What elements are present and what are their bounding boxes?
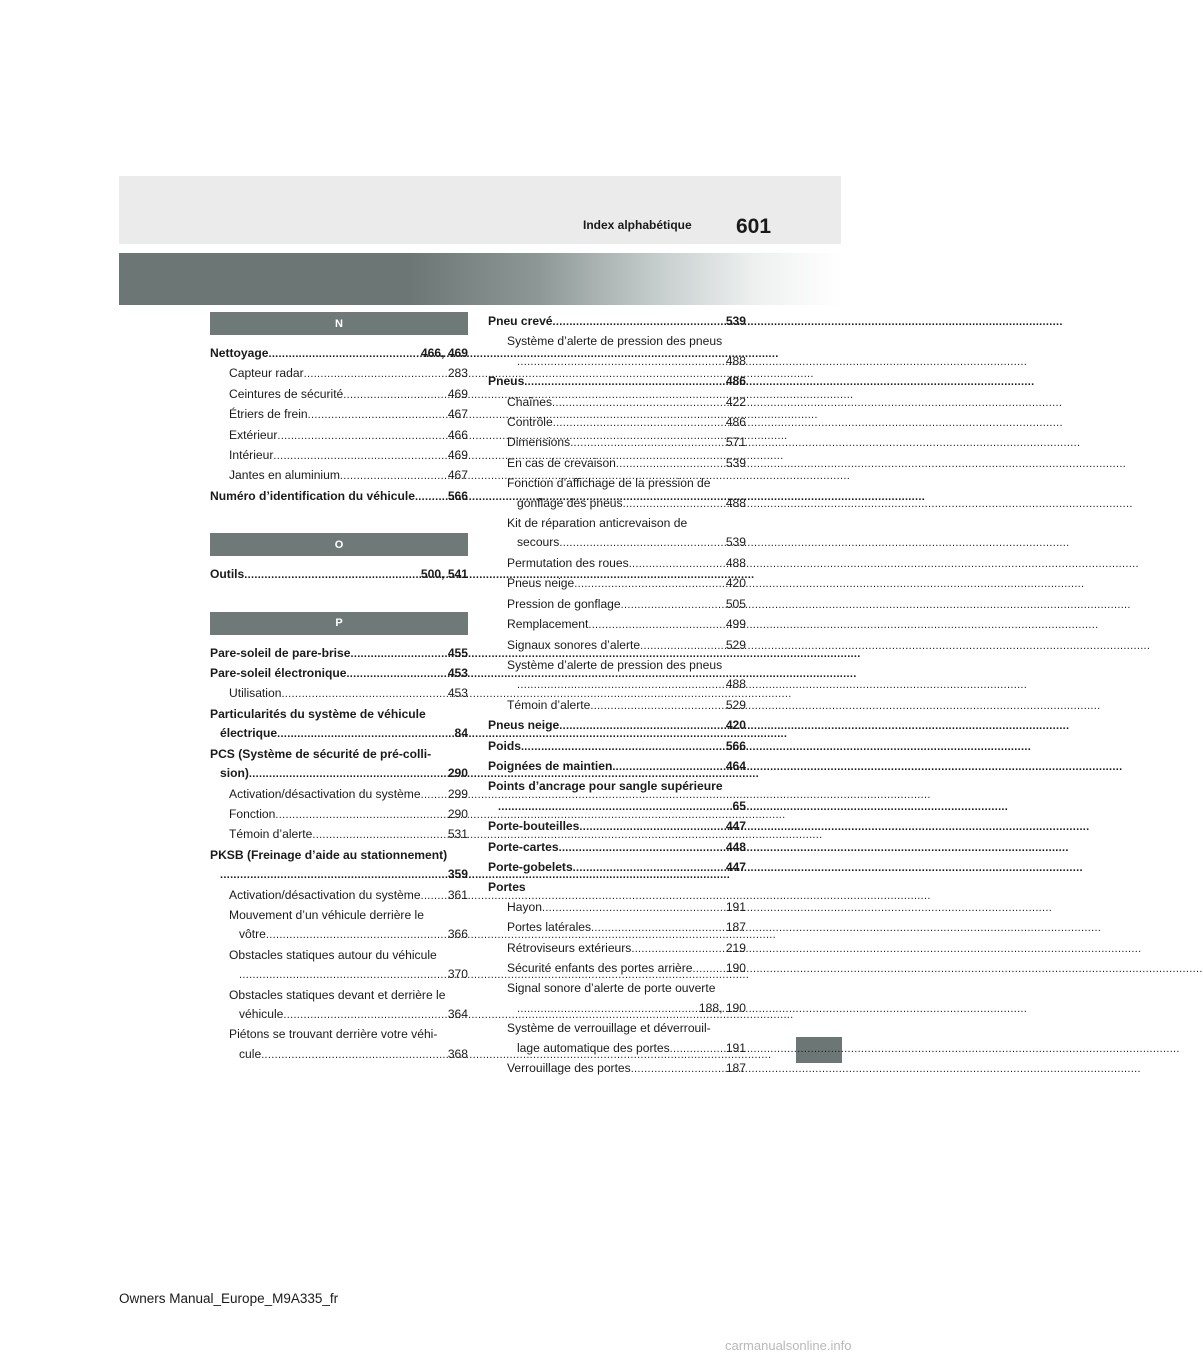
index-entry[interactable] bbox=[488, 737, 746, 757]
index-subentry[interactable] bbox=[488, 1039, 746, 1059]
index-subentry[interactable] bbox=[488, 332, 746, 351]
index-entry-text: Pneu crevé bbox=[488, 314, 553, 328]
index-entry-text: Porte-cartes bbox=[488, 839, 559, 854]
index-entry-text: Activation/désactivation du système bbox=[229, 786, 421, 801]
index-page-ref: 571 bbox=[725, 435, 746, 450]
index-subentry[interactable] bbox=[488, 352, 746, 372]
index-entry[interactable] bbox=[488, 858, 746, 878]
dot-leader bbox=[498, 798, 733, 817]
index-entry[interactable] bbox=[488, 716, 746, 736]
dot-leader bbox=[559, 534, 725, 553]
index-subentry[interactable] bbox=[210, 466, 468, 486]
index-page-ref: 190 bbox=[725, 961, 746, 975]
index-subentry[interactable] bbox=[210, 1045, 468, 1065]
header-band bbox=[119, 176, 841, 244]
index-page-ref: 500, 541 bbox=[420, 567, 468, 582]
dot-leader bbox=[340, 467, 448, 486]
index-subentry[interactable] bbox=[488, 574, 746, 594]
index-subentry[interactable] bbox=[210, 364, 468, 384]
index-page-ref: 187 bbox=[725, 1061, 746, 1076]
dot-leader bbox=[552, 394, 726, 413]
index-subentry[interactable] bbox=[488, 474, 746, 493]
dot-leader bbox=[521, 738, 726, 757]
index-subentry[interactable] bbox=[488, 1019, 746, 1038]
dot-leader bbox=[312, 826, 447, 845]
index-subentry[interactable] bbox=[488, 636, 746, 656]
index-subentry[interactable] bbox=[488, 1059, 746, 1079]
dot-leader bbox=[612, 758, 725, 777]
index-entry[interactable] bbox=[210, 846, 468, 865]
index-entry-text: Obstacles statiques autour du véhicule bbox=[229, 947, 437, 962]
index-entry-text: Fonction d’affichage de la pression de bbox=[507, 476, 711, 491]
dot-leader bbox=[579, 818, 725, 837]
index-subentry[interactable] bbox=[488, 554, 746, 574]
index-subentry[interactable] bbox=[210, 1005, 468, 1025]
dot-leader bbox=[343, 386, 448, 405]
index-page-ref: 566 bbox=[725, 738, 746, 753]
index-page-ref: 219 bbox=[725, 940, 746, 955]
index-entry-text: véhicule bbox=[239, 1006, 284, 1021]
index-entry[interactable] bbox=[488, 757, 746, 777]
index-page-ref: 447 bbox=[725, 859, 746, 874]
index-entry-text: Porte-gobelets bbox=[488, 859, 573, 874]
index-entry-text: électrique bbox=[220, 726, 278, 741]
index-entry[interactable] bbox=[488, 312, 746, 332]
index-subentry[interactable] bbox=[488, 898, 746, 918]
index-entry-text: Hayon bbox=[507, 899, 542, 914]
dot-leader bbox=[631, 940, 725, 959]
index-page-ref: 187 bbox=[725, 920, 746, 935]
index-entry-text: Numéro d’identification du véhicule bbox=[210, 488, 415, 503]
index-subentry[interactable] bbox=[488, 595, 746, 615]
index-subentry[interactable] bbox=[210, 1025, 468, 1044]
dot-leader bbox=[273, 447, 447, 466]
index-page-ref: 191 bbox=[725, 899, 746, 914]
index-entry-text: Pneus neige bbox=[507, 576, 575, 591]
index-entry-text: Capteur radar bbox=[229, 366, 304, 381]
index-page-ref: 466, 469 bbox=[420, 346, 468, 360]
index-column-left bbox=[210, 312, 468, 1065]
index-column-right bbox=[488, 312, 746, 1079]
index-entry-text: secours bbox=[517, 535, 560, 550]
index-page-ref: 539 bbox=[725, 455, 746, 470]
page-number: 601 bbox=[736, 215, 772, 238]
index-entry-text: Pare-soleil de pare-brise bbox=[210, 645, 351, 660]
index-entry[interactable] bbox=[488, 372, 746, 392]
dot-leader bbox=[517, 676, 726, 695]
index-subentry[interactable] bbox=[488, 615, 746, 635]
dot-leader bbox=[421, 786, 448, 805]
dot-leader bbox=[249, 765, 448, 784]
index-entry[interactable] bbox=[210, 724, 468, 744]
index-subentry[interactable] bbox=[488, 675, 746, 695]
index-page-ref: 188, 190 bbox=[698, 1000, 746, 1015]
index-letter-header: P bbox=[210, 612, 468, 635]
index-page-ref: 283 bbox=[447, 366, 468, 381]
index-page-ref: 499 bbox=[725, 617, 746, 632]
index-subentry[interactable] bbox=[210, 965, 468, 985]
dot-leader bbox=[629, 555, 726, 574]
index-subentry[interactable] bbox=[210, 426, 468, 446]
index-entry[interactable] bbox=[488, 838, 746, 858]
dot-leader bbox=[517, 1000, 699, 1019]
index-page-ref: 505 bbox=[725, 596, 746, 611]
dot-leader bbox=[670, 1040, 726, 1059]
index-subentry[interactable] bbox=[488, 656, 746, 675]
index-page-ref: 420 bbox=[725, 718, 746, 733]
index-entry-text: Utilisation bbox=[229, 686, 282, 701]
index-entry-text: Piétons se trouvant derrière votre véhi- bbox=[229, 1027, 438, 1042]
index-entry-text: Système d’alerte de pression des pneus bbox=[507, 334, 723, 349]
index-entry-text: Pneus bbox=[488, 374, 525, 389]
index-page-ref: 488 bbox=[725, 353, 746, 368]
index-entry-text: Portes bbox=[488, 880, 526, 895]
dot-leader bbox=[261, 1046, 448, 1065]
dot-leader bbox=[621, 596, 726, 615]
index-entry[interactable] bbox=[210, 644, 468, 664]
index-subentry[interactable] bbox=[488, 918, 746, 938]
index-page-ref: 488 bbox=[725, 555, 746, 570]
index-subentry[interactable] bbox=[210, 906, 468, 925]
index-subentry[interactable] bbox=[210, 785, 468, 805]
index-page-ref: 539 bbox=[725, 535, 746, 550]
index-entry-text: Portes latérales bbox=[507, 920, 592, 935]
index-entry-text: Fonction bbox=[229, 806, 276, 821]
index-page-ref: 488 bbox=[725, 495, 746, 510]
index-entry-text: Jantes en aluminium bbox=[229, 468, 340, 483]
dot-leader bbox=[283, 1006, 447, 1025]
index-subentry[interactable] bbox=[210, 886, 468, 906]
index-entry-text: Pare-soleil électronique bbox=[210, 666, 347, 681]
index-entry-text: Contrôle bbox=[507, 415, 553, 430]
index-subentry[interactable] bbox=[210, 405, 468, 425]
index-page-ref: 566 bbox=[447, 488, 468, 503]
index-page-ref: 422 bbox=[725, 394, 746, 409]
index-entry[interactable] bbox=[488, 777, 746, 796]
dot-leader bbox=[244, 566, 421, 585]
index-entry-text: vôtre bbox=[239, 927, 266, 942]
index-entry-text: Rétroviseurs extérieurs bbox=[507, 940, 632, 955]
index-subentry[interactable] bbox=[488, 393, 746, 413]
index-subentry[interactable] bbox=[210, 385, 468, 405]
index-entry-text: PKSB (Freinage d’aide au stationnement) bbox=[210, 847, 448, 862]
dot-leader bbox=[266, 926, 448, 945]
index-page-ref: 191 bbox=[725, 1040, 746, 1055]
index-entry[interactable] bbox=[210, 764, 468, 784]
index-page-ref: 467 bbox=[447, 468, 468, 483]
index-entry-text: Particularités du système de véhicule bbox=[210, 706, 426, 721]
index-entry-text: Chaînes bbox=[507, 394, 553, 409]
index-entry-text: Porte-bouteilles bbox=[488, 819, 580, 834]
index-entry[interactable] bbox=[488, 817, 746, 837]
manual-id: Owners Manual_Europe_M9A335_fr bbox=[119, 1291, 339, 1306]
index-subentry[interactable] bbox=[488, 979, 746, 998]
index-entry-text: Pression de gonflage bbox=[507, 596, 621, 611]
index-entry-text: Mouvement d’un véhicule derrière le bbox=[229, 907, 424, 922]
dot-leader bbox=[277, 427, 447, 446]
index-page-ref: 447 bbox=[725, 819, 746, 834]
dot-leader bbox=[542, 899, 726, 918]
index-letter-header: O bbox=[210, 533, 468, 556]
index-entry-text: Extérieur bbox=[229, 427, 278, 442]
dot-leader bbox=[570, 434, 726, 453]
index-subentry[interactable] bbox=[210, 805, 468, 825]
index-entry-text: Obstacles statiques devant et derrière le bbox=[229, 987, 446, 1002]
index-page-ref: 364 bbox=[447, 1006, 468, 1021]
index-subentry[interactable] bbox=[210, 986, 468, 1005]
index-entry-text: Outils bbox=[210, 567, 245, 582]
index-subentry[interactable] bbox=[488, 514, 746, 533]
index-entry-text: Poignées de maintien bbox=[488, 758, 613, 773]
index-subentry[interactable] bbox=[488, 959, 746, 979]
index-entry-text: Système de verrouillage et déverrouil- bbox=[507, 1021, 711, 1036]
section-spacer bbox=[210, 586, 468, 612]
index-entry[interactable] bbox=[210, 745, 468, 764]
index-entry-text: Poids bbox=[488, 738, 521, 753]
index-subentry[interactable] bbox=[210, 684, 468, 704]
dot-leader bbox=[277, 725, 454, 744]
index-page-ref: 361 bbox=[447, 887, 468, 902]
index-entry-text: Système d’alerte de pression des pneus bbox=[507, 657, 723, 672]
index-page-ref: 299 bbox=[447, 786, 468, 801]
index-entry[interactable] bbox=[488, 878, 746, 897]
dot-leader bbox=[346, 665, 447, 684]
index-entry[interactable] bbox=[210, 705, 468, 724]
dot-leader bbox=[220, 866, 448, 885]
index-entry-text: Kit de réparation anticrevaison de bbox=[507, 516, 688, 531]
index-entry-text: Témoin d’alerte bbox=[507, 697, 591, 712]
index-subentry[interactable] bbox=[488, 999, 746, 1019]
index-entry-text: lage automatique des portes bbox=[517, 1040, 670, 1055]
index-page-ref: 65 bbox=[732, 798, 746, 813]
index-subentry[interactable] bbox=[488, 533, 746, 553]
index-page-ref: 453 bbox=[447, 686, 468, 701]
watermark: carmanualsonline.info bbox=[725, 1338, 852, 1353]
index-page-ref: 486 bbox=[725, 415, 746, 430]
dot-leader bbox=[281, 685, 447, 704]
index-entry-text: En cas de crevaison bbox=[507, 455, 616, 470]
index-entry-text: sion) bbox=[220, 766, 249, 781]
dot-leader bbox=[350, 645, 447, 664]
index-subentry[interactable] bbox=[488, 494, 746, 514]
index-entry-text: Sécurité enfants des portes arrière bbox=[507, 961, 693, 975]
index-page-ref: 486 bbox=[725, 374, 746, 389]
index-entry[interactable] bbox=[210, 865, 468, 885]
dot-leader bbox=[421, 887, 448, 906]
index-page-ref: 531 bbox=[447, 827, 468, 842]
dot-leader bbox=[574, 575, 726, 594]
index-entry-text: Activation/désactivation du système bbox=[229, 887, 421, 902]
index-page-ref: 467 bbox=[447, 407, 468, 422]
index-subentry[interactable] bbox=[488, 696, 746, 716]
index-page-ref: 290 bbox=[447, 806, 468, 821]
index-page-ref: 366 bbox=[447, 927, 468, 942]
index-entry[interactable] bbox=[210, 344, 468, 364]
index-entry-text: cule bbox=[239, 1046, 262, 1061]
index-subentry[interactable] bbox=[488, 939, 746, 959]
index-entry-text: Témoin d’alerte bbox=[229, 827, 313, 842]
index-page-ref: 455 bbox=[447, 645, 468, 660]
dot-leader bbox=[275, 806, 447, 825]
dot-leader bbox=[590, 697, 725, 716]
index-entry-text: gonflage des pneus bbox=[517, 495, 623, 510]
index-subentry[interactable] bbox=[488, 433, 746, 453]
index-page-ref: 370 bbox=[447, 967, 468, 982]
index-entry-text: Dimensions bbox=[507, 435, 571, 450]
index-page-ref: 448 bbox=[725, 839, 746, 854]
dot-leader bbox=[616, 455, 726, 474]
index-page-ref: 539 bbox=[725, 314, 746, 328]
index-subentry[interactable] bbox=[210, 946, 468, 965]
index-page-ref: 469 bbox=[447, 386, 468, 401]
index-page-ref: 464 bbox=[725, 758, 746, 773]
index-entry-text: Points d’ancrage pour sangle supérieure bbox=[488, 779, 723, 794]
index-page-ref: 84 bbox=[454, 726, 468, 741]
index-entry[interactable] bbox=[210, 565, 468, 585]
index-letter-header: N bbox=[210, 312, 468, 335]
index-subentry[interactable] bbox=[488, 413, 746, 433]
dot-leader bbox=[573, 859, 726, 878]
dot-leader bbox=[693, 960, 726, 979]
index-entry-text: Permutation des roues bbox=[507, 555, 629, 570]
dot-leader bbox=[268, 345, 420, 364]
dot-leader bbox=[553, 313, 726, 332]
index-subentry[interactable] bbox=[488, 454, 746, 474]
index-entry-text: Signal sonore d’alerte de porte ouverte bbox=[507, 981, 716, 996]
section-spacer bbox=[210, 507, 468, 533]
index-page-ref: 529 bbox=[725, 637, 746, 652]
index-page-ref: 466 bbox=[447, 427, 468, 442]
dot-leader bbox=[591, 919, 726, 938]
index-entry-text: Pneus neige bbox=[488, 718, 560, 733]
index-entry-text: PCS (Système de sécurité de pré-colli- bbox=[210, 746, 432, 761]
section-title: Index alphabétique bbox=[583, 218, 692, 232]
index-entry-text: Intérieur bbox=[229, 448, 274, 463]
dot-leader bbox=[415, 488, 448, 507]
index-page-ref: 453 bbox=[447, 666, 468, 681]
dot-leader bbox=[559, 717, 726, 736]
dot-leader bbox=[588, 616, 725, 635]
index-entry[interactable] bbox=[210, 664, 468, 684]
index-page-ref: 290 bbox=[447, 766, 468, 781]
index-page-ref: 469 bbox=[447, 448, 468, 463]
dot-leader bbox=[559, 839, 726, 858]
index-subentry[interactable] bbox=[210, 925, 468, 945]
index-entry-text: Ceintures de sécurité bbox=[229, 386, 344, 401]
dot-leader bbox=[524, 373, 726, 392]
index-entry-text: Remplacement bbox=[507, 617, 589, 632]
index-page-ref: 359 bbox=[447, 867, 468, 882]
index-page-ref: 529 bbox=[725, 697, 746, 712]
dot-leader bbox=[623, 495, 726, 514]
dot-leader bbox=[640, 637, 726, 656]
dot-leader bbox=[308, 406, 448, 425]
index-entry[interactable] bbox=[210, 487, 468, 507]
index-entry-text: Étriers de frein bbox=[229, 407, 308, 422]
index-entry[interactable] bbox=[488, 797, 746, 817]
index-entry-text: Verrouillage des portes bbox=[507, 1061, 631, 1076]
header-gradient-bar bbox=[119, 253, 841, 305]
index-entry-text: Nettoyage bbox=[210, 346, 269, 360]
dot-leader bbox=[239, 966, 448, 985]
index-entry-text: Signaux sonores d’alerte bbox=[507, 637, 641, 652]
index-page-ref: 420 bbox=[725, 576, 746, 591]
index-subentry[interactable] bbox=[210, 446, 468, 466]
index-page-ref: 368 bbox=[447, 1046, 468, 1061]
dot-leader bbox=[553, 414, 726, 433]
dot-leader bbox=[304, 365, 448, 384]
index-page-ref: 488 bbox=[725, 677, 746, 692]
index-subentry[interactable] bbox=[210, 825, 468, 845]
dot-leader bbox=[517, 353, 726, 372]
dot-leader bbox=[631, 1060, 726, 1079]
